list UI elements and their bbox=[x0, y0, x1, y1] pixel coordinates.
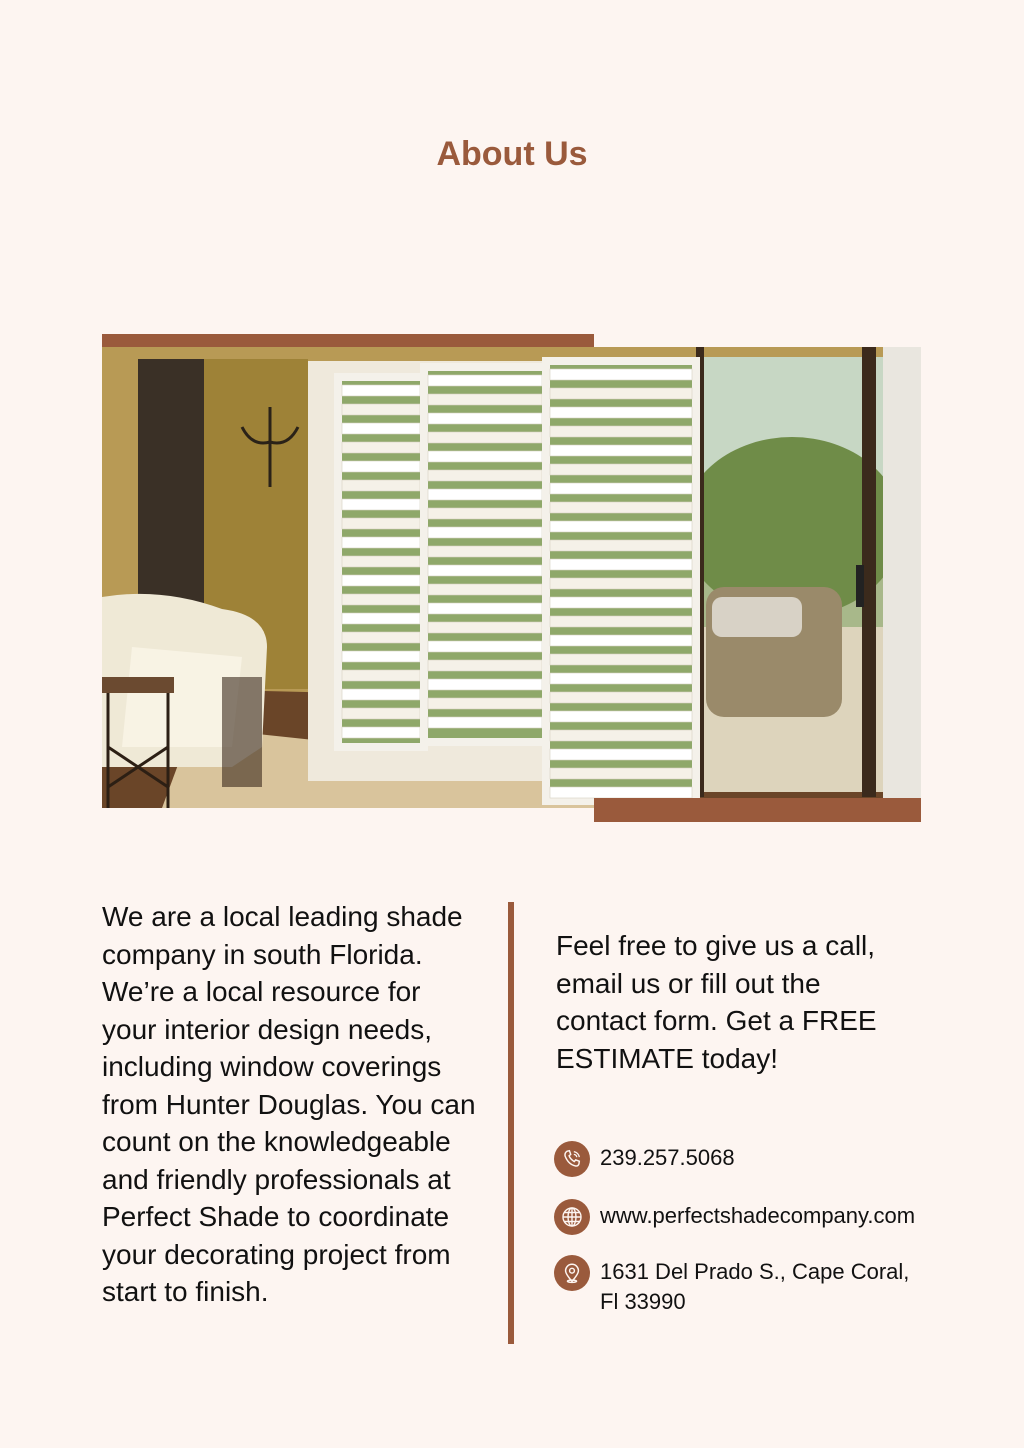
column-divider bbox=[508, 902, 514, 1344]
contact-phone[interactable] bbox=[554, 1141, 735, 1177]
cta-paragraph: Feel free to give us a call, email us or fill out the contact form. Get a FREE ESTIMATE today! bbox=[556, 930, 877, 1074]
address-text: 1631 Del Prado S., Cape Coral, Fl 33990 bbox=[600, 1259, 910, 1314]
website-link[interactable]: www.perfectshadecompany.com bbox=[600, 1203, 916, 1228]
globe-icon bbox=[554, 1199, 590, 1235]
contact-address bbox=[554, 1255, 924, 1317]
accent-bar-bottom bbox=[594, 798, 921, 822]
phone-number[interactable]: 239.257.5068 bbox=[600, 1145, 735, 1170]
location-pin-icon bbox=[554, 1255, 590, 1291]
page-title: About Us bbox=[436, 135, 588, 173]
room-shutters-photo bbox=[102, 347, 921, 808]
contact-website[interactable] bbox=[554, 1199, 915, 1235]
phone-icon bbox=[554, 1141, 590, 1177]
about-paragraph: We are a local leading shade company in south Florida. We’re a local resource for your interior design needs, including window coverings from Hunter Douglas. You can count on the knowledgeable and friendly professionals at Perfect Shade to coordinate your decorating project from start to finish. bbox=[102, 901, 476, 1307]
